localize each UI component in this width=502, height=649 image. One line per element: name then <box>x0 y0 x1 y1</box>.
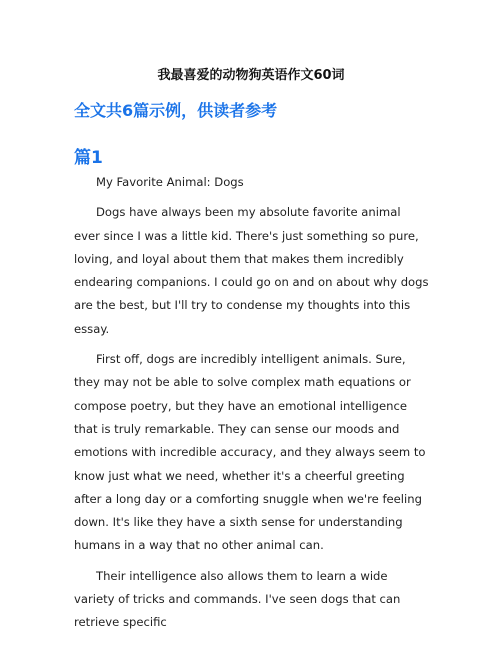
document-title: 我最喜爱的动物狗英语作文60词 <box>157 68 345 83</box>
paragraph: Dogs have always been my absolute favorite animal ever since I was a little kid. There's just something so pure, loving, and loyal about them that makes them incredibly endearing companions. I could go on and on about why dogs are the best, but I'll try to condense my thoughts into this essay. <box>74 205 429 336</box>
essay-title: My Favorite Animal: Dogs <box>96 175 244 189</box>
section-heading: 篇1 <box>74 148 103 168</box>
paragraph: First off, dogs are incredibly intelligent animals. Sure, they may not be able to solve complex math equations or compose poetry, but they have an emotional intelligence that is truly remarkable. They can sense our moods and emotions with incredible accuracy, and they always seem to know just what we need, whether it's a cheerful greeting after a long day or a comforting snuggle when we're feeling down. It's like they have a sixth sense for understanding humans in a way that no other animal can. <box>74 352 426 553</box>
paragraph: Their intelligence also allows them to learn a wide variety of tricks and commands. I've seen dogs that can retrieve specific <box>74 568 401 630</box>
essay-body <box>74 171 430 642</box>
document-subtitle: 全文共6篇示例，供读者参考 <box>74 101 278 120</box>
